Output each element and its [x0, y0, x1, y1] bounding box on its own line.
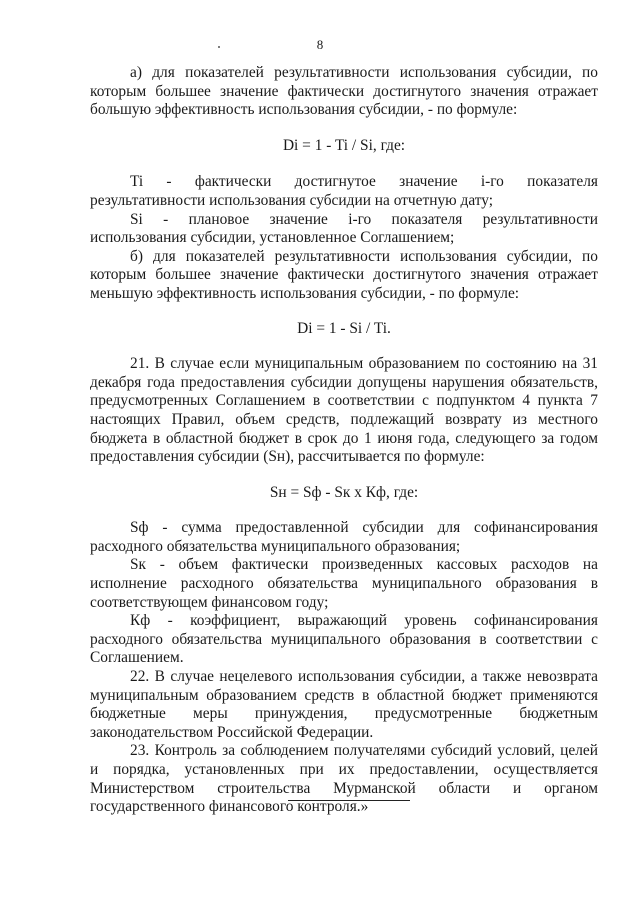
paragraph-b: б) для показателей результативности использования субсидии, по которым большее значение фактически достигнутого значения отражает меньшую эффективность использования субсидии, - по формуле: — [90, 247, 598, 302]
paragraph-23: 23. Контроль за соблюдением получателями субсидий условий, целей и порядка, установленных при их предоставлении, осуществляется Министерством строительства Мурманской области и органом государственного финансового контроля.» — [90, 742, 598, 816]
paragraph-si-definition: Si - плановое значение i-го показателя результативности использования субсидии, установленное Соглашением; — [90, 210, 598, 247]
paragraph-21: 21. В случае если муниципальным образованием по состоянию на 31 декабря года предоставления субсидии допущены нарушения обязательств, предусмотренных Соглашением в соответствии с подпунктом 4 пункта 7 настоящих Правил, объем средств, подлежащий возврату из местного бюджета в областной бюджет в срок до 1 июня года, следующего за годом предоставления субсидии (Sн), рассчитывается по формуле: — [90, 355, 598, 466]
page-number: 8 — [316, 37, 324, 52]
document-body — [90, 64, 598, 817]
paragraph-a: а) для показателей результативности использования субсидии, по которым большее значение фактически достигнутого значения отражает большую эффективность использования субсидии, - по формуле: — [90, 64, 598, 119]
paragraph-sf-definition: Sф - сумма предоставленной субсидии для софинансирования расходного обязательства муниципального образования; — [90, 519, 598, 555]
end-separator-line — [288, 800, 410, 801]
paragraph-ti-definition: Ti - фактически достигнутое значение i-го показателя результативности использования субсидии на отчетную дату; — [90, 173, 598, 209]
paragraph-22: 22. В случае нецелевого использования субсидии, а также невозврата муниципальным образованием средств в областной бюджет применяются бюджетные меры принуждения, предусмотренные бюджетным законодательством Российской Федерации. — [90, 668, 598, 741]
scan-speck — [218, 46, 220, 48]
formula-di-2: Di = 1 - Si / Ti. — [297, 319, 391, 337]
formula-sn: Sн = Sф - Sк x Кф, где: — [269, 483, 419, 501]
paragraph-sk-definition: Sк - объем фактически произведенных кассовых расходов на исполнение расходного обязательства муниципального образования в соответствующем финансовом году; — [90, 556, 598, 611]
paragraph-kf-definition: Кф - коэффициент, выражающий уровень софинансирования расходного обязательства муниципального образования в соответствии с Соглашением. — [90, 612, 598, 667]
formula-di-1: Di = 1 - Ti / Si, где: — [282, 136, 406, 154]
